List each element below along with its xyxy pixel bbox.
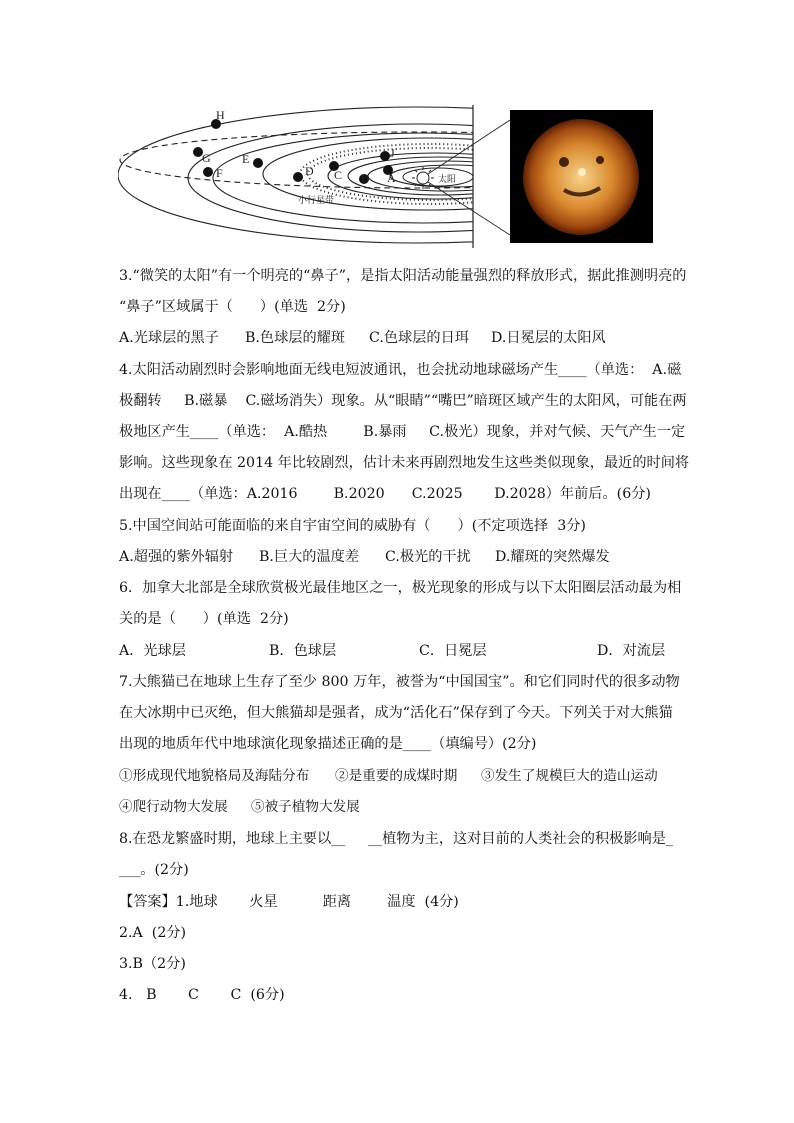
sun-photo bbox=[510, 110, 653, 243]
answer-4: 4. B C C (6分) bbox=[119, 987, 285, 1003]
q3-option-b: B.色球层的耀斑 bbox=[245, 330, 346, 346]
q7-line-1: 7.大熊猫已在地球上生存了至少 800 万年，被誉为“中国国宝”。和它们同时代的很多动物 bbox=[119, 674, 680, 690]
planet-e bbox=[253, 158, 263, 168]
q4-line-5: 出现在____（单选：A.2016 B.2020 C.2025 D.2028）年前后。(6分) bbox=[119, 486, 651, 502]
q5-option-a: A.超强的紫外辐射 bbox=[119, 549, 234, 565]
planet-f bbox=[203, 167, 213, 177]
label-h: H bbox=[216, 108, 225, 122]
q7-item-3: ③发生了规模巨大的造山运动 bbox=[481, 768, 658, 784]
label-f: F bbox=[216, 166, 223, 180]
q3-option-d: D.日冕层的太阳风 bbox=[491, 330, 606, 346]
q6-option-d: D．对流层 bbox=[597, 643, 666, 659]
q3-option-a: A.光球层的黑子 bbox=[119, 330, 219, 346]
q5-option-d: D.耀斑的突然爆发 bbox=[495, 549, 610, 565]
q6-option-b: B．色球层 bbox=[269, 643, 337, 659]
q5-option-c: C.极光的干扰 bbox=[385, 549, 471, 565]
q6-line-2: 关的是（ ）(单选 2分) bbox=[119, 611, 289, 627]
label-j: J bbox=[390, 146, 395, 160]
q7-item-2: ②是重要的成煤时期 bbox=[335, 768, 458, 784]
q4-line-2: 极翻转 B.磁暴 C.磁场消失）现象。从“眼睛”“嘴巴”暗斑区域产生的太阳风，可能在两 bbox=[119, 393, 687, 409]
q8-line-1: 8.在恐龙繁盛时期，地球上主要以__ __植物为主，这对目前的人类社会的积极影响是_ bbox=[119, 831, 673, 847]
answer-2: 2.A (2分) bbox=[119, 925, 187, 941]
q7-line-3: 出现的地质年代中地球演化现象描述正确的是____（填编号）(2分) bbox=[119, 736, 537, 752]
label-c: C bbox=[334, 168, 343, 182]
q3-option-c: C.色球层的日珥 bbox=[369, 330, 469, 346]
q4-line-1: 4.太阳活动剧烈时会影响地面无线电短波通讯，也会扰动地球磁场产生____（单选： A.磁 bbox=[119, 362, 682, 378]
q3-line-2: “鼻子”区域属于（ ）(单选 2分) bbox=[119, 299, 346, 315]
solar-system-figure bbox=[118, 100, 663, 250]
q5-option-b: B.巨大的温度差 bbox=[259, 549, 360, 565]
answer-1: 【答案】1.地球 火星 距离 温度 (4分) bbox=[119, 894, 459, 910]
q3-line-1: 3.“微笑的太阳”有一个明亮的“鼻子”，是指太阳活动能量强烈的释放形式，据此推测明亮的 bbox=[119, 268, 687, 284]
answer-3: 3.B（2分) bbox=[119, 956, 186, 972]
label-a: A bbox=[387, 171, 396, 185]
q6-option-a: A．光球层 bbox=[119, 643, 186, 659]
q7-line-2: 在大冰期中已灭绝，但大熊猫却是强者，成为“活化石”保存到了今天。下列关于对大熊猫 bbox=[119, 705, 673, 721]
label-g: G bbox=[202, 151, 211, 165]
planet-d bbox=[293, 172, 303, 182]
planet-j bbox=[380, 151, 390, 161]
q7-item-4: ④爬行动物大发展 bbox=[119, 799, 228, 815]
label-d: D bbox=[305, 164, 314, 178]
q4-line-3: 极地区产生____（单选： A.酷热 B.暴雨 C.极光）现象，并对气候、天气产生一定 bbox=[119, 424, 686, 440]
q7-item-5: ⑤被子植物大发展 bbox=[251, 799, 360, 815]
q8-line-2: ___。(2分) bbox=[119, 862, 189, 878]
sun-label: 太阳 bbox=[438, 175, 457, 185]
q7-item-1: ①形成现代地貌格局及海陆分布 bbox=[119, 768, 310, 784]
q5-line-1: 5.中国空间站可能面临的来自宇宙空间的威胁有（ ）(不定项选择 3分) bbox=[119, 518, 586, 534]
asteroid-belt-label: 小行星带 bbox=[298, 196, 335, 206]
solar-system-diagram bbox=[118, 100, 663, 250]
q4-line-4: 影响。这些现象在 2014 年比较剧烈，估计未来再剧烈地发生这些类似现象，最近的时间将 bbox=[119, 455, 690, 471]
label-e: E bbox=[242, 152, 250, 166]
label-b: B bbox=[361, 171, 370, 185]
q6-option-c: C．日冕层 bbox=[419, 643, 487, 659]
q6-line-1: 6．加拿大北部是全球欣赏极光最佳地区之一，极光现象的形成与以下太阳圈层活动最为相 bbox=[119, 580, 682, 596]
